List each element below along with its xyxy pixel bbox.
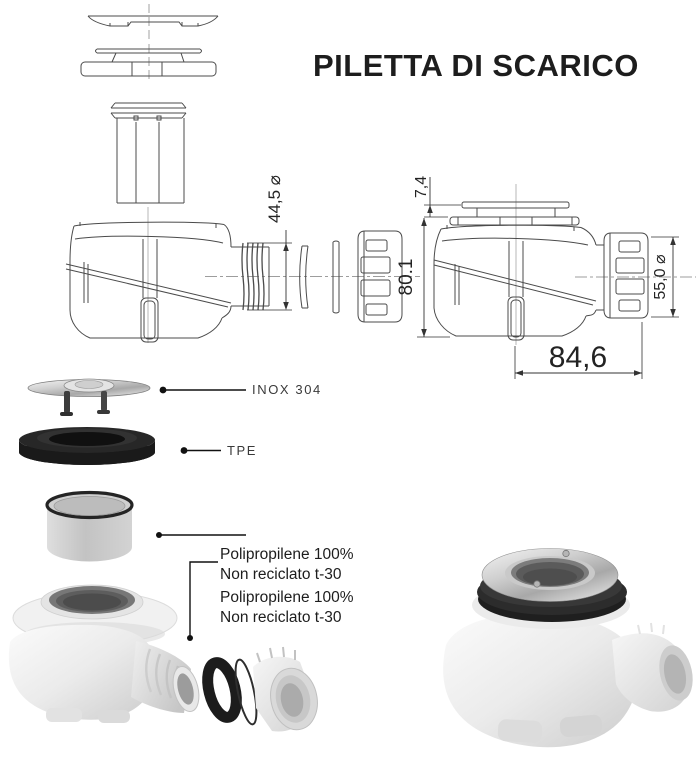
- body-leader-line: [187, 562, 218, 641]
- polypropylene-body-label: [220, 588, 354, 627]
- assembled-body-outline: [434, 225, 604, 340]
- clamp-plate-part: [81, 49, 216, 76]
- inox-material-label: INOX 304: [252, 382, 322, 397]
- dim-84-6-label: 84,6: [548, 341, 608, 374]
- polypropylene-cup-label: [220, 545, 354, 584]
- cup-leader-line: [156, 532, 246, 538]
- dim-44-5-label: 44,5 ⌀: [265, 174, 284, 224]
- polypropylene-cup-label-line1: Polipropilene 100%: [220, 546, 354, 563]
- cup-render: [47, 493, 132, 562]
- inox-leader-line: [160, 387, 246, 394]
- exploded-parts-line-drawing: [81, 4, 218, 203]
- tpe-leader-line: [181, 447, 221, 454]
- polypropylene-body-label-line1: Polipropilene 100%: [220, 589, 354, 606]
- dimension-80-1: [396, 218, 450, 337]
- dim-80-1-label: 80.1: [396, 258, 417, 296]
- dim-55-0-label: 55,0 ⌀: [652, 254, 669, 300]
- standpipe-part: [111, 103, 186, 203]
- assembled-lock-nut: [604, 233, 648, 318]
- assembled-chrome-ring-render: [482, 549, 618, 602]
- cover-cap-part: [88, 16, 218, 26]
- trap-body-outline: [66, 222, 231, 342]
- assembled-product-render: [443, 549, 697, 748]
- screw-icon: [563, 550, 569, 556]
- polypropylene-cup-label-line2: Non reciclato t-30: [220, 565, 342, 583]
- cover-post-left: [64, 391, 70, 413]
- dimension-7-4: [413, 176, 461, 217]
- dimension-84-6: [515, 322, 642, 379]
- nut-render: [253, 647, 323, 734]
- tpe-material-label: TPE: [227, 443, 258, 458]
- gasket-washer-side-view: [300, 246, 308, 308]
- chrome-cover-render: [28, 379, 150, 416]
- top-flange: [450, 202, 579, 225]
- screw-icon: [534, 581, 540, 587]
- page-title: PILETTA DI SCARICO: [313, 48, 639, 83]
- threaded-outlet-render: [131, 641, 203, 714]
- dim-7-4-label: 7,4: [413, 175, 430, 199]
- trap-side-view-drawing: [66, 207, 420, 343]
- polypropylene-body-label-line2: Non reciclato t-30: [220, 608, 342, 626]
- tpe-gasket-render: [19, 427, 155, 465]
- cover-post-right: [101, 391, 107, 411]
- flat-washer-side-view: [333, 241, 339, 313]
- trap-body-render: [9, 585, 203, 723]
